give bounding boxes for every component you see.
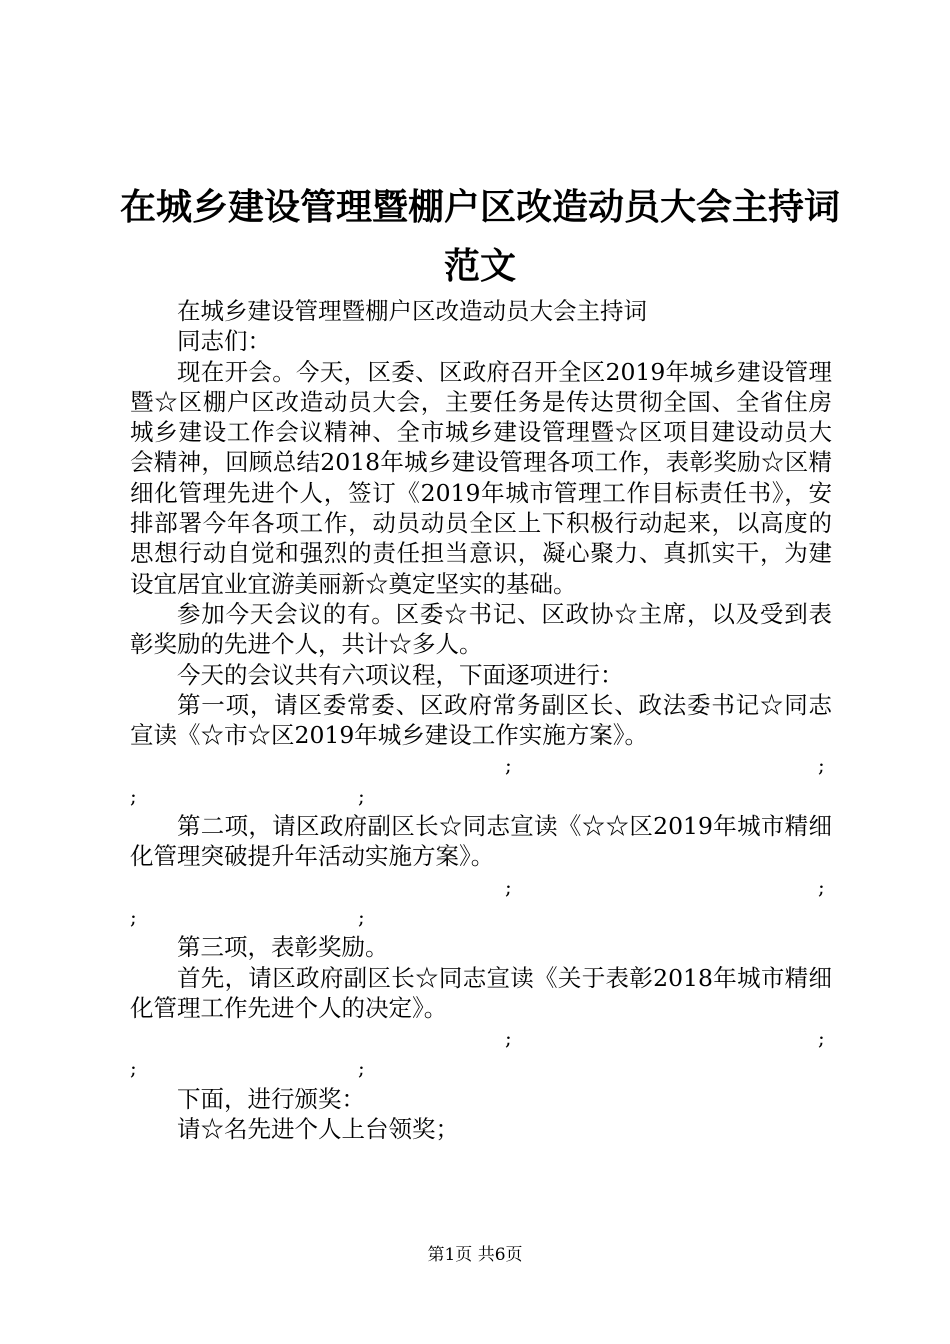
- body-heading: 在城乡建设管理暨棚户区改造动员大会主持词: [177, 297, 647, 325]
- semicolon-mark: ;: [505, 874, 512, 899]
- semicolon-mark: ;: [130, 904, 137, 929]
- semicolon-mark: ;: [358, 904, 365, 929]
- semicolon-row: [130, 902, 832, 932]
- document-body: [130, 296, 832, 1144]
- paragraph-item-3: 第三项，表彰奖励。: [177, 933, 389, 962]
- semicolon-mark: ;: [130, 1056, 137, 1081]
- paragraph-item-2: 第二项，请区政府副区长☆同志宣读《☆☆区2019年城市精细化管理突破提升年活动实施方案》。: [130, 812, 832, 871]
- paragraph-opening: 现在开会。今天，区委、区政府召开全区2019年城乡建设管理暨☆区棚户区改造动员大会，主要任务是传达贯彻全国、全省住房城乡建设工作会议精神、全市城乡建设管理暨☆区项目建设动员大会精神，回顾总结2018年城乡建设管理各项工作，表彰奖励☆区精细化管理先进个人，签订《2019年城市管理工作目标责任书》，安排部署今年各项工作，动员动员全区上下积极行动起来，以高度的思想行动自觉和强烈的责任担当意识，凝心聚力、真抓实干，为建设宜居宜业宜游美丽新☆奠定坚实的基础。: [130, 357, 832, 598]
- paragraph-attendees: 参加今天会议的有。区委☆书记、区政协☆主席，以及受到表彰奖励的先进个人，共计☆多人。: [130, 599, 832, 659]
- page-footer: 第1页 共6页: [427, 1245, 523, 1265]
- semicolon-row: [130, 872, 832, 902]
- semicolon-row: [130, 750, 832, 780]
- semicolon-mark: ;: [505, 753, 512, 778]
- semicolon-mark: ;: [818, 753, 825, 778]
- semicolon-mark: ;: [358, 1056, 365, 1081]
- paragraph-item-1: 第一项，请区委常委、区政府常务副区长、政法委书记☆同志宣读《☆市☆区2019年城乡建设工作实施方案》。: [130, 690, 832, 750]
- semicolon-row: [130, 1023, 832, 1053]
- semicolon-mark: ;: [818, 1026, 825, 1051]
- semicolon-row: [130, 1053, 832, 1083]
- salutation: 同志们：: [177, 327, 271, 356]
- document-title-line-1: 在城乡建设管理暨棚户区改造动员大会主持词: [120, 187, 841, 228]
- semicolon-mark: ;: [130, 783, 137, 808]
- paragraph-item-3-first: 首先，请区政府副区长☆同志宣读《关于表彰2018年城市精细化管理工作先进个人的决定》。: [130, 963, 832, 1022]
- semicolon-mark: ;: [818, 874, 825, 899]
- paragraph-invite: 请☆名先进个人上台领奖；: [177, 1115, 459, 1144]
- paragraph-award: 下面，进行颁奖：: [177, 1084, 365, 1113]
- semicolon-row: [130, 781, 832, 811]
- semicolon-mark: ;: [358, 783, 365, 808]
- semicolon-mark: ;: [505, 1026, 512, 1051]
- document-title-line-2: 范文: [443, 246, 516, 287]
- paragraph-agenda: 今天的会议共有六项议程，下面逐项进行：: [177, 660, 624, 689]
